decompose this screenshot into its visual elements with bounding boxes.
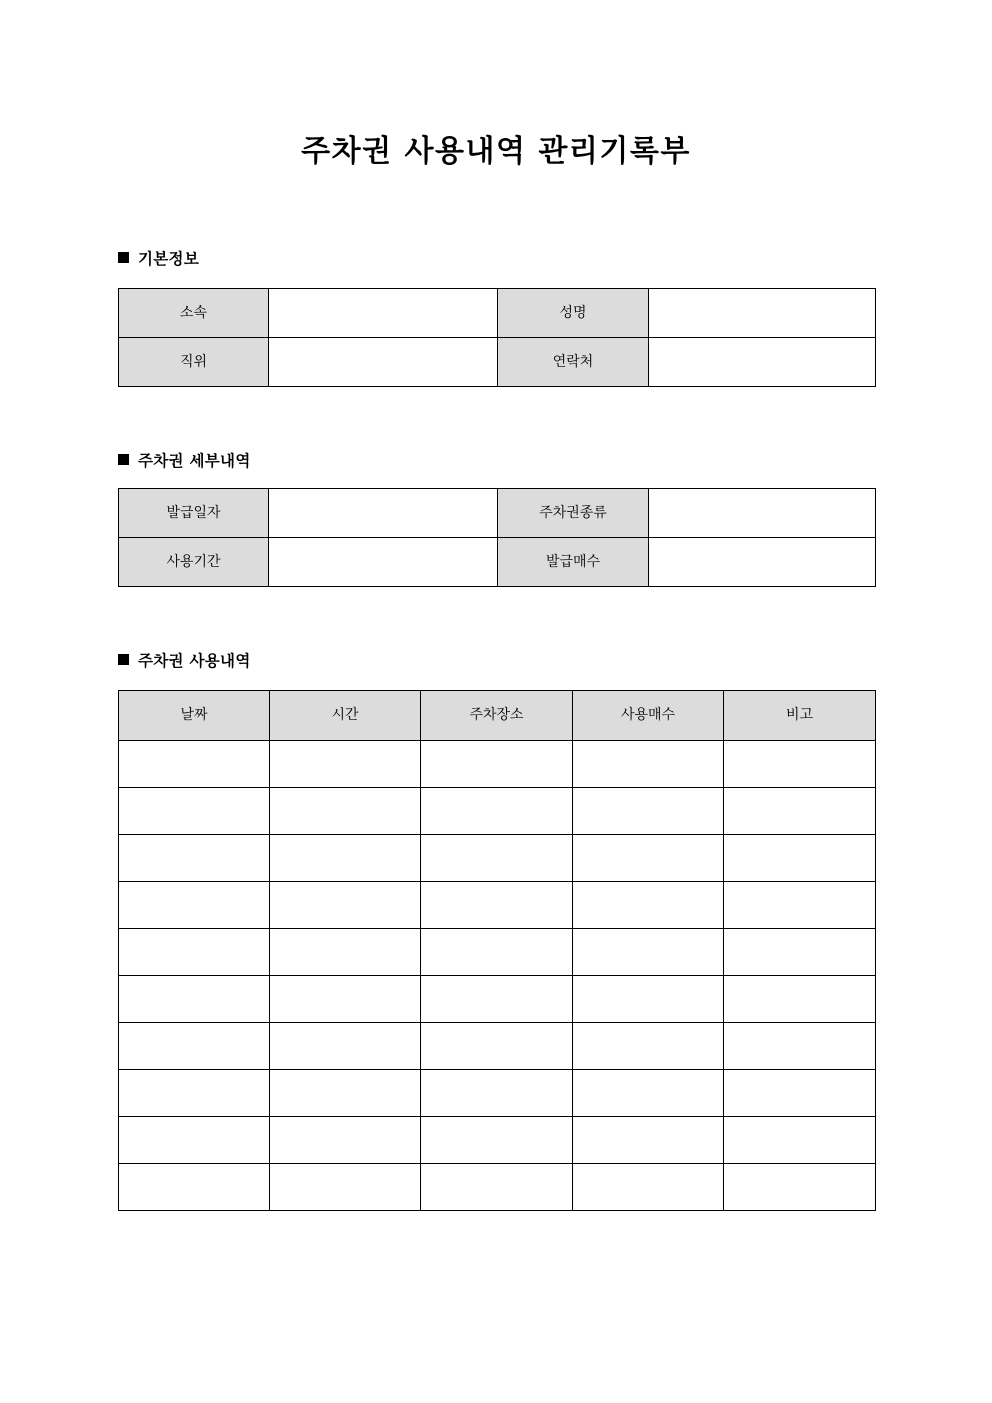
cell-time[interactable] xyxy=(270,929,421,976)
field-value-contact[interactable] xyxy=(649,338,876,387)
cell-time[interactable] xyxy=(270,976,421,1023)
table-row xyxy=(119,835,876,882)
cell-time[interactable] xyxy=(270,1070,421,1117)
table-row xyxy=(119,538,876,587)
cell-location[interactable] xyxy=(421,1070,573,1117)
section-heading-label: 기본정보 xyxy=(138,250,200,268)
cell-time[interactable] xyxy=(270,1164,421,1211)
column-header-quantity: 사용매수 xyxy=(573,691,724,741)
section-heading-ticket-details xyxy=(118,450,251,472)
cell-location[interactable] xyxy=(421,788,573,835)
cell-quantity[interactable] xyxy=(573,1023,724,1070)
section-heading-basic-info xyxy=(118,248,199,270)
column-header-time: 시간 xyxy=(270,691,421,741)
usage-log-table xyxy=(118,690,876,1211)
cell-date[interactable] xyxy=(119,1117,270,1164)
table-row xyxy=(119,788,876,835)
section-heading-label: 주차권 사용내역 xyxy=(138,652,251,670)
cell-remarks[interactable] xyxy=(724,929,876,976)
table-row xyxy=(119,1070,876,1117)
cell-date[interactable] xyxy=(119,835,270,882)
table-row xyxy=(119,1164,876,1211)
table-row xyxy=(119,741,876,788)
field-value-affiliation[interactable] xyxy=(269,289,498,338)
page-title: 주차권 사용내역 관리기록부 xyxy=(301,134,691,169)
ticket-details-table xyxy=(118,488,876,587)
cell-date[interactable] xyxy=(119,1164,270,1211)
filled-square-bullet-icon xyxy=(118,454,129,465)
field-label-usage-period: 사용기간 xyxy=(119,538,269,587)
cell-time[interactable] xyxy=(270,835,421,882)
field-label-ticket-type: 주차권종류 xyxy=(498,489,649,538)
cell-quantity[interactable] xyxy=(573,1164,724,1211)
cell-remarks[interactable] xyxy=(724,976,876,1023)
cell-remarks[interactable] xyxy=(724,1070,876,1117)
cell-quantity[interactable] xyxy=(573,835,724,882)
table-row xyxy=(119,929,876,976)
table-row xyxy=(119,489,876,538)
cell-time[interactable] xyxy=(270,882,421,929)
cell-quantity[interactable] xyxy=(573,1070,724,1117)
cell-location[interactable] xyxy=(421,882,573,929)
cell-location[interactable] xyxy=(421,1164,573,1211)
cell-location[interactable] xyxy=(421,1117,573,1164)
column-header-remarks: 비고 xyxy=(724,691,876,741)
section-heading-usage-log xyxy=(118,650,251,672)
cell-remarks[interactable] xyxy=(724,835,876,882)
cell-date[interactable] xyxy=(119,741,270,788)
table-row xyxy=(119,1023,876,1070)
table-header-row xyxy=(119,691,876,741)
field-value-ticket-type[interactable] xyxy=(649,489,876,538)
field-label-position: 직위 xyxy=(119,338,269,387)
basic-info-table xyxy=(118,288,876,387)
column-header-location: 주차장소 xyxy=(421,691,573,741)
filled-square-bullet-icon xyxy=(118,252,129,263)
usage-log-body xyxy=(119,741,876,1211)
field-label-affiliation: 소속 xyxy=(119,289,269,338)
cell-quantity[interactable] xyxy=(573,741,724,788)
cell-time[interactable] xyxy=(270,1023,421,1070)
field-value-usage-period[interactable] xyxy=(269,538,498,587)
cell-date[interactable] xyxy=(119,788,270,835)
field-label-issued-count: 발급매수 xyxy=(498,538,649,587)
column-header-date: 날짜 xyxy=(119,691,270,741)
field-label-name: 성명 xyxy=(498,289,649,338)
field-value-issue-date[interactable] xyxy=(269,489,498,538)
cell-location[interactable] xyxy=(421,835,573,882)
cell-quantity[interactable] xyxy=(573,1117,724,1164)
cell-location[interactable] xyxy=(421,976,573,1023)
cell-remarks[interactable] xyxy=(724,788,876,835)
cell-quantity[interactable] xyxy=(573,788,724,835)
table-row xyxy=(119,882,876,929)
cell-time[interactable] xyxy=(270,1117,421,1164)
cell-quantity[interactable] xyxy=(573,929,724,976)
cell-date[interactable] xyxy=(119,929,270,976)
cell-remarks[interactable] xyxy=(724,882,876,929)
cell-location[interactable] xyxy=(421,1023,573,1070)
cell-quantity[interactable] xyxy=(573,882,724,929)
field-label-contact: 연락처 xyxy=(498,338,649,387)
cell-remarks[interactable] xyxy=(724,1023,876,1070)
cell-remarks[interactable] xyxy=(724,1117,876,1164)
table-row xyxy=(119,976,876,1023)
cell-date[interactable] xyxy=(119,882,270,929)
cell-date[interactable] xyxy=(119,976,270,1023)
cell-date[interactable] xyxy=(119,1070,270,1117)
table-row xyxy=(119,289,876,338)
cell-location[interactable] xyxy=(421,741,573,788)
table-row xyxy=(119,338,876,387)
field-value-position[interactable] xyxy=(269,338,498,387)
field-value-name[interactable] xyxy=(649,289,876,338)
field-label-issue-date: 발급일자 xyxy=(119,489,269,538)
section-heading-label: 주차권 세부내역 xyxy=(138,452,251,470)
cell-location[interactable] xyxy=(421,929,573,976)
cell-quantity[interactable] xyxy=(573,976,724,1023)
cell-remarks[interactable] xyxy=(724,741,876,788)
table-row xyxy=(119,1117,876,1164)
cell-time[interactable] xyxy=(270,788,421,835)
field-value-issued-count[interactable] xyxy=(649,538,876,587)
cell-time[interactable] xyxy=(270,741,421,788)
cell-date[interactable] xyxy=(119,1023,270,1070)
cell-remarks[interactable] xyxy=(724,1164,876,1211)
filled-square-bullet-icon xyxy=(118,654,129,665)
